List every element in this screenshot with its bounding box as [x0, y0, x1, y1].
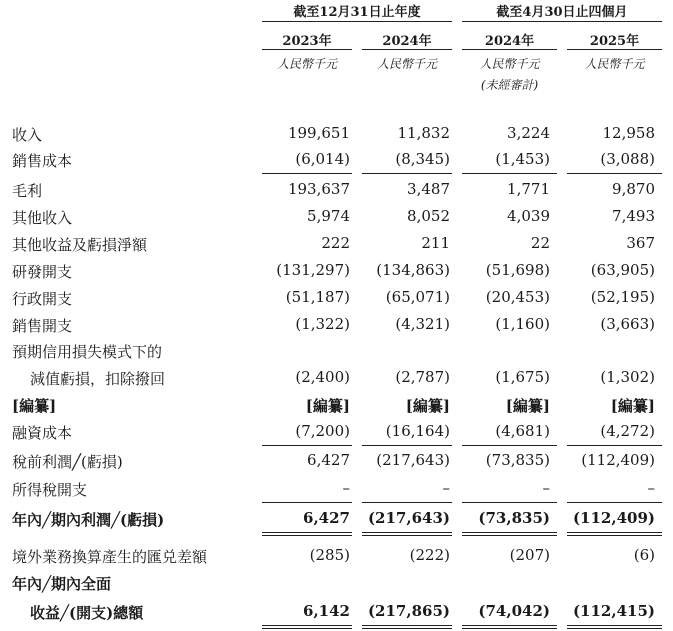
total-underline	[567, 535, 662, 536]
total-underline	[262, 535, 352, 536]
header-unit: 人民幣千元	[376, 57, 437, 71]
row-label: 減值虧損，扣除撥回	[30, 370, 166, 388]
cell-value: (4,272)	[600, 422, 655, 440]
cell-value: (74,042)	[478, 602, 550, 620]
header-group-four-months: 截至4月30日止四個月	[496, 5, 628, 20]
row-label: 收入	[12, 126, 43, 144]
cell-value: (112,415)	[572, 602, 655, 620]
cell-value: (3,663)	[600, 315, 655, 333]
total-underline	[462, 628, 557, 629]
row-label: 銷售成本	[12, 152, 73, 170]
cell-value: (217,865)	[367, 602, 450, 620]
header-group-underline	[462, 21, 662, 22]
cell-value: 193,637	[287, 180, 350, 198]
total-underline	[262, 445, 352, 446]
cell-value: (112,409)	[581, 451, 655, 469]
cell-value: 12,958	[602, 124, 655, 142]
cell-value: 1,771	[507, 180, 550, 198]
cell-value: –	[542, 479, 550, 497]
row-label: 收益╱(開支)總額	[30, 604, 144, 622]
header-unit: 人民幣千元	[479, 57, 540, 71]
cell-value: (1,160)	[495, 315, 550, 333]
cell-value: (1,453)	[495, 150, 550, 168]
cell-value: 199,651	[287, 124, 350, 142]
cell-value: 9,870	[612, 180, 655, 198]
cell-value: (2,787)	[395, 368, 450, 386]
cell-value: (63,905)	[590, 261, 655, 279]
cell-value: (3,088)	[600, 150, 655, 168]
cell-value: (8,345)	[395, 150, 450, 168]
cell-value: (1,322)	[295, 315, 350, 333]
row-label: 境外業務換算產生的匯兑差額	[12, 548, 208, 566]
cell-value: (6,014)	[295, 150, 350, 168]
total-underline	[262, 625, 352, 626]
cell-value: 211	[421, 234, 450, 252]
row-label: 毛利	[12, 182, 43, 200]
total-underline	[462, 625, 557, 626]
cell-value: (217,643)	[367, 509, 450, 527]
cell-value: –	[647, 479, 655, 497]
header-year-underline	[362, 49, 452, 50]
total-underline	[462, 535, 557, 536]
total-underline	[462, 445, 557, 446]
row-label: 所得稅開支	[12, 481, 88, 499]
cell-value: (52,195)	[590, 288, 655, 306]
row-label: 預期信用損失模式下的	[12, 343, 163, 361]
cell-value: 22	[530, 234, 550, 252]
cell-value: (51,187)	[285, 288, 350, 306]
cell-value: (285)	[309, 546, 350, 564]
cell-value: 367	[626, 234, 655, 252]
cell-value: 6,427	[303, 509, 350, 527]
row-label: 稅前利潤╱(虧損)	[12, 453, 123, 471]
total-underline	[362, 535, 452, 536]
cell-value: (6)	[633, 546, 655, 564]
header-year-2025-period: 2025年	[589, 34, 640, 49]
total-underline	[567, 628, 662, 629]
total-underline	[262, 502, 352, 503]
cell-value: (222)	[409, 546, 450, 564]
total-underline	[362, 532, 452, 533]
header-year-2024-period: 2024年	[484, 34, 535, 49]
cell-value: (73,835)	[478, 509, 550, 527]
header-year-underline	[567, 49, 662, 50]
cell-value: 4,039	[507, 207, 550, 225]
header-year-2023: 2023年	[282, 34, 332, 49]
row-label: 其他收入	[12, 209, 73, 227]
cell-value: 8,052	[407, 207, 450, 225]
header-unit: 人民幣千元	[276, 57, 337, 71]
cell-value: 7,493	[612, 207, 655, 225]
cell-value: (134,863)	[376, 261, 450, 279]
row-label: 年內╱期內利潤╱(虧損)	[12, 511, 165, 529]
cell-value: (73,835)	[485, 451, 550, 469]
total-underline	[262, 173, 352, 174]
total-underline	[362, 628, 452, 629]
cell-value: 6,142	[303, 602, 350, 620]
total-underline	[567, 445, 662, 446]
row-label: 銷售開支	[12, 317, 73, 335]
total-underline	[567, 502, 662, 503]
cell-value: [編纂]	[405, 397, 450, 415]
cell-value: (217,643)	[376, 451, 450, 469]
total-underline	[362, 625, 452, 626]
cell-value: (1,675)	[495, 368, 550, 386]
header-year-2024: 2024年	[382, 34, 432, 49]
cell-value: 3,487	[407, 180, 450, 198]
cell-value: (1,302)	[600, 368, 655, 386]
cell-value: 222	[321, 234, 350, 252]
row-label: 研發開支	[12, 263, 73, 281]
cell-value: (131,297)	[276, 261, 350, 279]
row-label: 年內╱期內全面	[12, 575, 112, 593]
cell-value: (51,698)	[485, 261, 550, 279]
cell-value: (207)	[509, 546, 550, 564]
cell-value: 11,832	[397, 124, 450, 142]
cell-value: [編纂]	[305, 397, 350, 415]
cell-value: –	[442, 479, 450, 497]
total-underline	[567, 173, 662, 174]
total-underline	[567, 532, 662, 533]
row-label: 其他收益及虧損淨額	[12, 236, 148, 254]
cell-value: (20,453)	[485, 288, 550, 306]
row-label: 行政開支	[12, 290, 73, 308]
cell-value: 5,974	[307, 207, 350, 225]
cell-value: (65,071)	[385, 288, 450, 306]
total-underline	[462, 502, 557, 503]
cell-value: 3,224	[507, 124, 550, 142]
cell-value: (2,400)	[295, 368, 350, 386]
cell-value: (4,321)	[395, 315, 450, 333]
header-group-underline	[262, 21, 452, 22]
header-unit: 人民幣千元	[584, 57, 645, 71]
cell-value: [編纂]	[505, 397, 550, 415]
total-underline	[262, 628, 352, 629]
total-underline	[262, 532, 352, 533]
total-underline	[462, 532, 557, 533]
cell-value: [編纂]	[610, 397, 655, 415]
header-year-underline	[462, 49, 557, 50]
row-label: 融資成本	[12, 424, 73, 442]
cell-value: (4,681)	[495, 422, 550, 440]
cell-value: (16,164)	[385, 422, 450, 440]
cell-value: (7,200)	[295, 422, 350, 440]
header-unaudited-note: (未經審計)	[480, 78, 539, 92]
total-underline	[362, 502, 452, 503]
total-underline	[567, 625, 662, 626]
cell-value: 6,427	[307, 451, 350, 469]
header-year-underline	[262, 49, 352, 50]
header-group-year: 截至12月31日止年度	[293, 5, 421, 20]
total-underline	[462, 173, 557, 174]
total-underline	[362, 445, 452, 446]
cell-value: (112,409)	[572, 509, 655, 527]
cell-value: –	[342, 479, 350, 497]
total-underline	[362, 173, 452, 174]
row-label: [編纂]	[12, 397, 57, 415]
